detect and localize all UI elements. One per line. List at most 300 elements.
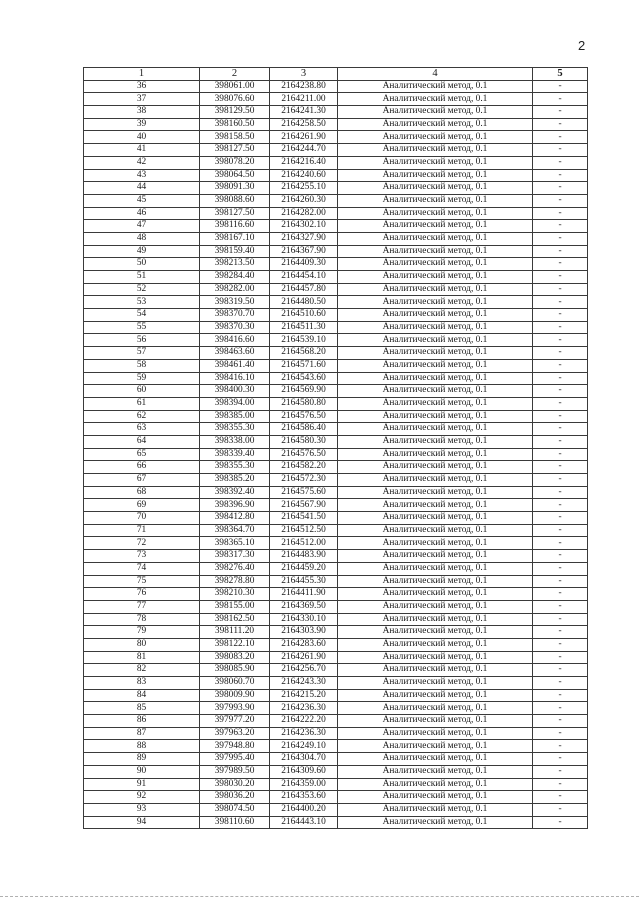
y-coordinate-cell: 2164309.60 — [270, 765, 338, 778]
point-number-cell: 76 — [84, 588, 200, 601]
x-coordinate-cell: 398085.90 — [200, 664, 270, 677]
x-coordinate-cell: 398392.40 — [200, 486, 270, 499]
point-number-cell: 87 — [84, 727, 200, 740]
method-cell: Аналитический метод, 0.1 — [338, 727, 533, 740]
y-coordinate-cell: 2164244.70 — [270, 144, 338, 157]
method-cell: Аналитический метод, 0.1 — [338, 461, 533, 474]
note-cell: - — [533, 321, 588, 334]
x-coordinate-cell: 398159.40 — [200, 245, 270, 258]
y-coordinate-cell: 2164543.60 — [270, 372, 338, 385]
note-cell: - — [533, 461, 588, 474]
x-coordinate-cell: 398078.20 — [200, 156, 270, 169]
method-cell: Аналитический метод, 0.1 — [338, 144, 533, 157]
y-coordinate-cell: 2164511.30 — [270, 321, 338, 334]
x-coordinate-cell: 398064.50 — [200, 169, 270, 182]
point-number-cell: 65 — [84, 448, 200, 461]
y-coordinate-cell: 2164261.90 — [270, 131, 338, 144]
point-number-cell: 49 — [84, 245, 200, 258]
note-cell: - — [533, 816, 588, 829]
x-coordinate-cell: 398416.10 — [200, 372, 270, 385]
y-coordinate-cell: 2164282.00 — [270, 207, 338, 220]
x-coordinate-cell: 398319.50 — [200, 296, 270, 309]
table-row — [84, 359, 588, 372]
y-coordinate-cell: 2164241.30 — [270, 106, 338, 119]
table-header-row — [84, 68, 588, 81]
x-coordinate-cell: 398210.30 — [200, 588, 270, 601]
note-cell: - — [533, 131, 588, 144]
method-cell: Аналитический метод, 0.1 — [338, 562, 533, 575]
note-cell: - — [533, 207, 588, 220]
note-cell: - — [533, 296, 588, 309]
y-coordinate-cell: 2164457.80 — [270, 283, 338, 296]
x-coordinate-cell: 397977.20 — [200, 715, 270, 728]
x-coordinate-cell: 398400.30 — [200, 385, 270, 398]
table-row — [84, 258, 588, 271]
note-cell: - — [533, 410, 588, 423]
point-number-cell: 63 — [84, 423, 200, 436]
page-number: 2 — [578, 38, 586, 53]
table-row — [84, 550, 588, 563]
method-cell: Аналитический метод, 0.1 — [338, 550, 533, 563]
table-row — [84, 803, 588, 816]
x-coordinate-cell: 398355.30 — [200, 461, 270, 474]
table-row — [84, 727, 588, 740]
point-number-cell: 74 — [84, 562, 200, 575]
note-cell: - — [533, 347, 588, 360]
method-cell: Аналитический метод, 0.1 — [338, 715, 533, 728]
table-row — [84, 626, 588, 639]
method-cell: Аналитический метод, 0.1 — [338, 803, 533, 816]
method-cell: Аналитический метод, 0.1 — [338, 638, 533, 651]
method-cell: Аналитический метод, 0.1 — [338, 702, 533, 715]
y-coordinate-cell: 2164302.10 — [270, 220, 338, 233]
y-coordinate-cell: 2164211.00 — [270, 93, 338, 106]
point-number-cell: 85 — [84, 702, 200, 715]
y-coordinate-cell: 2164400.20 — [270, 803, 338, 816]
x-coordinate-cell: 398394.00 — [200, 397, 270, 410]
y-coordinate-cell: 2164567.90 — [270, 499, 338, 512]
note-cell: - — [533, 803, 588, 816]
x-coordinate-cell: 398074.50 — [200, 803, 270, 816]
note-cell: - — [533, 106, 588, 119]
point-number-cell: 37 — [84, 93, 200, 106]
method-cell: Аналитический метод, 0.1 — [338, 613, 533, 626]
y-coordinate-cell: 2164255.10 — [270, 182, 338, 195]
note-cell: - — [533, 524, 588, 537]
point-number-cell: 78 — [84, 613, 200, 626]
point-number-cell: 67 — [84, 474, 200, 487]
point-number-cell: 72 — [84, 537, 200, 550]
note-cell: - — [533, 702, 588, 715]
x-coordinate-cell: 398030.20 — [200, 778, 270, 791]
table-body — [84, 80, 588, 829]
x-coordinate-cell: 397963.20 — [200, 727, 270, 740]
table-row — [84, 232, 588, 245]
table-row — [84, 372, 588, 385]
y-coordinate-cell: 2164411.90 — [270, 588, 338, 601]
note-cell: - — [533, 778, 588, 791]
note-cell: - — [533, 423, 588, 436]
x-coordinate-cell: 398463.60 — [200, 347, 270, 360]
x-coordinate-cell: 398338.00 — [200, 435, 270, 448]
x-coordinate-cell: 398278.80 — [200, 575, 270, 588]
x-coordinate-cell: 398385.20 — [200, 474, 270, 487]
point-number-cell: 54 — [84, 309, 200, 322]
point-number-cell: 70 — [84, 512, 200, 525]
method-cell: Аналитический метод, 0.1 — [338, 347, 533, 360]
y-coordinate-cell: 2164539.10 — [270, 334, 338, 347]
x-coordinate-cell: 397995.40 — [200, 753, 270, 766]
table-row — [84, 778, 588, 791]
table-row — [84, 106, 588, 119]
coordinates-table — [83, 67, 588, 829]
y-coordinate-cell: 2164459.20 — [270, 562, 338, 575]
method-cell: Аналитический метод, 0.1 — [338, 524, 533, 537]
method-cell: Аналитический метод, 0.1 — [338, 791, 533, 804]
table-row — [84, 537, 588, 550]
method-cell: Аналитический метод, 0.1 — [338, 207, 533, 220]
table-row — [84, 220, 588, 233]
table-row — [84, 715, 588, 728]
y-coordinate-cell: 2164215.20 — [270, 689, 338, 702]
table-row — [84, 512, 588, 525]
method-cell: Аналитический метод, 0.1 — [338, 258, 533, 271]
note-cell: - — [533, 651, 588, 664]
note-cell: - — [533, 80, 588, 93]
note-cell: - — [533, 245, 588, 258]
x-coordinate-cell: 398416.60 — [200, 334, 270, 347]
y-coordinate-cell: 2164510.60 — [270, 309, 338, 322]
point-number-cell: 60 — [84, 385, 200, 398]
y-coordinate-cell: 2164240.60 — [270, 169, 338, 182]
header-col-4: 4 — [338, 68, 533, 81]
note-cell: - — [533, 486, 588, 499]
table-row — [84, 435, 588, 448]
table-row — [84, 169, 588, 182]
table-row — [84, 816, 588, 829]
x-coordinate-cell: 398370.70 — [200, 309, 270, 322]
method-cell: Аналитический метод, 0.1 — [338, 245, 533, 258]
point-number-cell: 90 — [84, 765, 200, 778]
note-cell: - — [533, 271, 588, 284]
x-coordinate-cell: 398385.00 — [200, 410, 270, 423]
table-row — [84, 448, 588, 461]
method-cell: Аналитический метод, 0.1 — [338, 372, 533, 385]
y-coordinate-cell: 2164569.90 — [270, 385, 338, 398]
x-coordinate-cell: 398061.00 — [200, 80, 270, 93]
x-coordinate-cell: 398339.40 — [200, 448, 270, 461]
header-col-3: 3 — [270, 68, 338, 81]
note-cell: - — [533, 588, 588, 601]
x-coordinate-cell: 397948.80 — [200, 740, 270, 753]
method-cell: Аналитический метод, 0.1 — [338, 232, 533, 245]
y-coordinate-cell: 2164480.50 — [270, 296, 338, 309]
point-number-cell: 83 — [84, 677, 200, 690]
table-row — [84, 689, 588, 702]
y-coordinate-cell: 2164283.60 — [270, 638, 338, 651]
point-number-cell: 42 — [84, 156, 200, 169]
table-row — [84, 309, 588, 322]
table-row — [84, 613, 588, 626]
note-cell: - — [533, 638, 588, 651]
y-coordinate-cell: 2164258.50 — [270, 118, 338, 131]
header-col-1: 1 — [84, 68, 200, 81]
table-row — [84, 499, 588, 512]
x-coordinate-cell: 398213.50 — [200, 258, 270, 271]
point-number-cell: 94 — [84, 816, 200, 829]
x-coordinate-cell: 398009.90 — [200, 689, 270, 702]
method-cell: Аналитический метод, 0.1 — [338, 296, 533, 309]
method-cell: Аналитический метод, 0.1 — [338, 156, 533, 169]
x-coordinate-cell: 398110.60 — [200, 816, 270, 829]
x-coordinate-cell: 398282.00 — [200, 283, 270, 296]
table-row — [84, 144, 588, 157]
note-cell: - — [533, 435, 588, 448]
method-cell: Аналитический метод, 0.1 — [338, 220, 533, 233]
y-coordinate-cell: 2164580.30 — [270, 435, 338, 448]
method-cell: Аналитический метод, 0.1 — [338, 435, 533, 448]
point-number-cell: 59 — [84, 372, 200, 385]
point-number-cell: 64 — [84, 435, 200, 448]
note-cell: - — [533, 309, 588, 322]
y-coordinate-cell: 2164216.40 — [270, 156, 338, 169]
point-number-cell: 53 — [84, 296, 200, 309]
x-coordinate-cell: 398155.00 — [200, 600, 270, 613]
point-number-cell: 82 — [84, 664, 200, 677]
table-row — [84, 562, 588, 575]
table-row — [84, 156, 588, 169]
table-row — [84, 410, 588, 423]
note-cell: - — [533, 740, 588, 753]
x-coordinate-cell: 398365.10 — [200, 537, 270, 550]
method-cell: Аналитический метод, 0.1 — [338, 423, 533, 436]
table-row — [84, 131, 588, 144]
note-cell: - — [533, 474, 588, 487]
method-cell: Аналитический метод, 0.1 — [338, 169, 533, 182]
method-cell: Аналитический метод, 0.1 — [338, 765, 533, 778]
method-cell: Аналитический метод, 0.1 — [338, 753, 533, 766]
x-coordinate-cell: 397989.50 — [200, 765, 270, 778]
x-coordinate-cell: 398088.60 — [200, 194, 270, 207]
x-coordinate-cell: 398160.50 — [200, 118, 270, 131]
note-cell: - — [533, 258, 588, 271]
note-cell: - — [533, 156, 588, 169]
table-row — [84, 702, 588, 715]
x-coordinate-cell: 398122.10 — [200, 638, 270, 651]
y-coordinate-cell: 2164367.90 — [270, 245, 338, 258]
point-number-cell: 46 — [84, 207, 200, 220]
y-coordinate-cell: 2164261.90 — [270, 651, 338, 664]
method-cell: Аналитический метод, 0.1 — [338, 486, 533, 499]
table-row — [84, 600, 588, 613]
x-coordinate-cell: 398355.30 — [200, 423, 270, 436]
note-cell: - — [533, 144, 588, 157]
x-coordinate-cell: 398091.30 — [200, 182, 270, 195]
method-cell: Аналитический метод, 0.1 — [338, 689, 533, 702]
y-coordinate-cell: 2164454.10 — [270, 271, 338, 284]
y-coordinate-cell: 2164222.20 — [270, 715, 338, 728]
method-cell: Аналитический метод, 0.1 — [338, 512, 533, 525]
point-number-cell: 86 — [84, 715, 200, 728]
x-coordinate-cell: 398158.50 — [200, 131, 270, 144]
method-cell: Аналитический метод, 0.1 — [338, 397, 533, 410]
x-coordinate-cell: 397993.90 — [200, 702, 270, 715]
point-number-cell: 66 — [84, 461, 200, 474]
table-row — [84, 651, 588, 664]
note-cell: - — [533, 537, 588, 550]
y-coordinate-cell: 2164369.50 — [270, 600, 338, 613]
point-number-cell: 38 — [84, 106, 200, 119]
method-cell: Аналитический метод, 0.1 — [338, 537, 533, 550]
note-cell: - — [533, 626, 588, 639]
note-cell: - — [533, 727, 588, 740]
method-cell: Аналитический метод, 0.1 — [338, 118, 533, 131]
point-number-cell: 77 — [84, 600, 200, 613]
point-number-cell: 69 — [84, 499, 200, 512]
method-cell: Аналитический метод, 0.1 — [338, 334, 533, 347]
y-coordinate-cell: 2164304.70 — [270, 753, 338, 766]
note-cell: - — [533, 283, 588, 296]
point-number-cell: 43 — [84, 169, 200, 182]
point-number-cell: 44 — [84, 182, 200, 195]
y-coordinate-cell: 2164409.30 — [270, 258, 338, 271]
table-row — [84, 93, 588, 106]
table-row — [84, 397, 588, 410]
y-coordinate-cell: 2164572.30 — [270, 474, 338, 487]
x-coordinate-cell: 398083.20 — [200, 651, 270, 664]
method-cell: Аналитический метод, 0.1 — [338, 664, 533, 677]
point-number-cell: 73 — [84, 550, 200, 563]
note-cell: - — [533, 118, 588, 131]
note-cell: - — [533, 689, 588, 702]
point-number-cell: 88 — [84, 740, 200, 753]
table-row — [84, 740, 588, 753]
note-cell: - — [533, 169, 588, 182]
y-coordinate-cell: 2164236.30 — [270, 702, 338, 715]
note-cell: - — [533, 512, 588, 525]
point-number-cell: 68 — [84, 486, 200, 499]
method-cell: Аналитический метод, 0.1 — [338, 575, 533, 588]
table-row — [84, 182, 588, 195]
y-coordinate-cell: 2164243.30 — [270, 677, 338, 690]
y-coordinate-cell: 2164512.00 — [270, 537, 338, 550]
note-cell: - — [533, 499, 588, 512]
point-number-cell: 84 — [84, 689, 200, 702]
y-coordinate-cell: 2164580.80 — [270, 397, 338, 410]
method-cell: Аналитический метод, 0.1 — [338, 740, 533, 753]
y-coordinate-cell: 2164541.50 — [270, 512, 338, 525]
method-cell: Аналитический метод, 0.1 — [338, 93, 533, 106]
y-coordinate-cell: 2164256.70 — [270, 664, 338, 677]
point-number-cell: 52 — [84, 283, 200, 296]
point-number-cell: 75 — [84, 575, 200, 588]
x-coordinate-cell: 398317.30 — [200, 550, 270, 563]
note-cell: - — [533, 334, 588, 347]
point-number-cell: 50 — [84, 258, 200, 271]
note-cell: - — [533, 232, 588, 245]
x-coordinate-cell: 398370.30 — [200, 321, 270, 334]
method-cell: Аналитический метод, 0.1 — [338, 271, 533, 284]
method-cell: Аналитический метод, 0.1 — [338, 309, 533, 322]
y-coordinate-cell: 2164483.90 — [270, 550, 338, 563]
point-number-cell: 61 — [84, 397, 200, 410]
point-number-cell: 57 — [84, 347, 200, 360]
point-number-cell: 36 — [84, 80, 200, 93]
x-coordinate-cell: 398412.80 — [200, 512, 270, 525]
note-cell: - — [533, 715, 588, 728]
y-coordinate-cell: 2164576.50 — [270, 410, 338, 423]
method-cell: Аналитический метод, 0.1 — [338, 106, 533, 119]
table-row — [84, 347, 588, 360]
method-cell: Аналитический метод, 0.1 — [338, 651, 533, 664]
note-cell: - — [533, 562, 588, 575]
point-number-cell: 80 — [84, 638, 200, 651]
x-coordinate-cell: 398284.40 — [200, 271, 270, 284]
point-number-cell: 62 — [84, 410, 200, 423]
note-cell: - — [533, 448, 588, 461]
point-number-cell: 40 — [84, 131, 200, 144]
point-number-cell: 39 — [84, 118, 200, 131]
table-row — [84, 765, 588, 778]
point-number-cell: 71 — [84, 524, 200, 537]
point-number-cell: 79 — [84, 626, 200, 639]
y-coordinate-cell: 2164512.50 — [270, 524, 338, 537]
y-coordinate-cell: 2164327.90 — [270, 232, 338, 245]
y-coordinate-cell: 2164586.40 — [270, 423, 338, 436]
table-row — [84, 245, 588, 258]
point-number-cell: 51 — [84, 271, 200, 284]
header-col-2: 2 — [200, 68, 270, 81]
table-row — [84, 118, 588, 131]
method-cell: Аналитический метод, 0.1 — [338, 80, 533, 93]
x-coordinate-cell: 398461.40 — [200, 359, 270, 372]
scan-edge-line — [0, 896, 639, 897]
table-row — [84, 664, 588, 677]
method-cell: Аналитический метод, 0.1 — [338, 474, 533, 487]
point-number-cell: 56 — [84, 334, 200, 347]
point-number-cell: 92 — [84, 791, 200, 804]
table-row — [84, 334, 588, 347]
note-cell: - — [533, 613, 588, 626]
note-cell: - — [533, 372, 588, 385]
table-row — [84, 321, 588, 334]
y-coordinate-cell: 2164303.90 — [270, 626, 338, 639]
method-cell: Аналитический метод, 0.1 — [338, 626, 533, 639]
y-coordinate-cell: 2164455.30 — [270, 575, 338, 588]
x-coordinate-cell: 398167.10 — [200, 232, 270, 245]
table-row — [84, 423, 588, 436]
note-cell: - — [533, 359, 588, 372]
method-cell: Аналитический метод, 0.1 — [338, 182, 533, 195]
table-row — [84, 271, 588, 284]
table-row — [84, 80, 588, 93]
note-cell: - — [533, 575, 588, 588]
y-coordinate-cell: 2164238.80 — [270, 80, 338, 93]
table-row — [84, 296, 588, 309]
x-coordinate-cell: 398276.40 — [200, 562, 270, 575]
method-cell: Аналитический метод, 0.1 — [338, 816, 533, 829]
x-coordinate-cell: 398127.50 — [200, 207, 270, 220]
point-number-cell: 47 — [84, 220, 200, 233]
note-cell: - — [533, 194, 588, 207]
note-cell: - — [533, 765, 588, 778]
note-cell: - — [533, 93, 588, 106]
x-coordinate-cell: 398111.20 — [200, 626, 270, 639]
table-row — [84, 283, 588, 296]
method-cell: Аналитический метод, 0.1 — [338, 131, 533, 144]
y-coordinate-cell: 2164443.10 — [270, 816, 338, 829]
method-cell: Аналитический метод, 0.1 — [338, 677, 533, 690]
